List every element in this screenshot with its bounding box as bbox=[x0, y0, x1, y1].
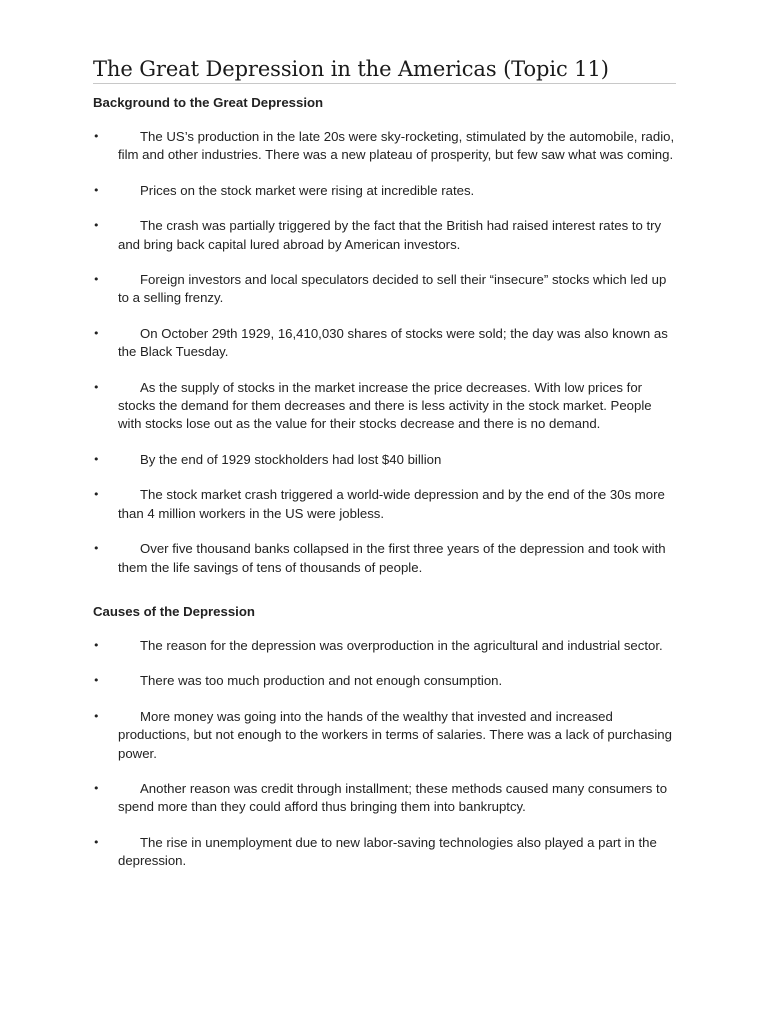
bullet-icon: • bbox=[93, 326, 100, 340]
bullet-list-background bbox=[93, 128, 676, 577]
list-item bbox=[93, 128, 676, 165]
list-item-text: The crash was partially triggered by the fact that the British had raised interest rates to try and bring back capital lured abroad by American investors. bbox=[118, 218, 662, 252]
list-item bbox=[93, 540, 676, 577]
bullet-icon: • bbox=[93, 380, 100, 394]
list-item bbox=[93, 379, 676, 434]
list-item-text: On October 29th 1929, 16,410,030 shares of stocks were sold; the day was also known as the Black Tuesday. bbox=[118, 325, 668, 360]
list-item bbox=[93, 637, 676, 655]
bullet-icon: • bbox=[93, 542, 100, 556]
bullet-icon: • bbox=[93, 709, 100, 723]
list-item bbox=[93, 780, 676, 817]
list-item-text: By the end of 1929 stockholders had lost $40 billion bbox=[140, 451, 442, 467]
list-item bbox=[93, 486, 676, 523]
section-heading-causes: Causes of the Depression bbox=[93, 603, 255, 619]
list-item-text: The US’s production in the late 20s were sky-rocketing, stimulated by the automobile, radio, film and other industries. There was a new plateau of prosperity, but few saw what was coming. bbox=[118, 129, 675, 163]
list-item bbox=[93, 834, 676, 871]
list-item-text: The stock market crash triggered a world-wide depression and by the end of the 30s more than 4 million workers in the US were jobless. bbox=[118, 487, 665, 521]
list-item bbox=[93, 325, 676, 362]
list-item bbox=[93, 217, 676, 254]
bullet-icon: • bbox=[93, 674, 100, 688]
list-item bbox=[93, 672, 676, 690]
list-item-text: More money was going into the hands of the wealthy that invested and increased productions, but not enough to the workers in terms of salaries. There was a lack of purchasing power. bbox=[118, 708, 672, 761]
bullet-icon: • bbox=[93, 835, 100, 849]
list-item-text: Foreign investors and local speculators decided to sell their “insecure” stocks which led up to a selling frenzy. bbox=[118, 272, 667, 306]
list-item bbox=[93, 182, 676, 200]
bullet-icon: • bbox=[93, 219, 100, 233]
bullet-icon: • bbox=[93, 183, 100, 197]
page-title: The Great Depression in the Americas (Topic 11) bbox=[93, 56, 676, 84]
list-item bbox=[93, 451, 676, 469]
list-item-text: Prices on the stock market were rising at incredible rates. bbox=[140, 182, 475, 198]
bullet-icon: • bbox=[93, 273, 100, 287]
list-item-text: Over five thousand banks collapsed in the first three years of the depression and took with them the life savings of tens of thousands of people. bbox=[118, 541, 666, 575]
list-item-text: As the supply of stocks in the market increase the price decreases. With low prices for stocks the demand for them decreases and there is less activity in the stock market. People with stocks lose out as the value for their stocks decrease and there is no demand. bbox=[118, 379, 652, 432]
list-item-text: The reason for the depression was overproduction in the agricultural and industrial sector. bbox=[140, 637, 663, 653]
bullet-list-causes bbox=[93, 637, 676, 871]
bullet-icon: • bbox=[93, 488, 100, 502]
section-heading-background: Background to the Great Depression bbox=[93, 95, 324, 110]
bullet-icon: • bbox=[93, 638, 100, 652]
list-item-text: There was too much production and not enough consumption. bbox=[140, 673, 503, 689]
bullet-icon: • bbox=[93, 130, 100, 143]
list-item-text: The rise in unemployment due to new labor-saving technologies also played a part in the depression. bbox=[118, 834, 657, 869]
bullet-icon: • bbox=[93, 452, 100, 466]
list-item-text: Another reason was credit through installment; these methods caused many consumers to spend more than they could afford thus bringing them into bankruptcy. bbox=[118, 780, 668, 815]
bullet-icon: • bbox=[93, 781, 100, 795]
list-item bbox=[93, 271, 676, 308]
list-item bbox=[93, 708, 676, 763]
